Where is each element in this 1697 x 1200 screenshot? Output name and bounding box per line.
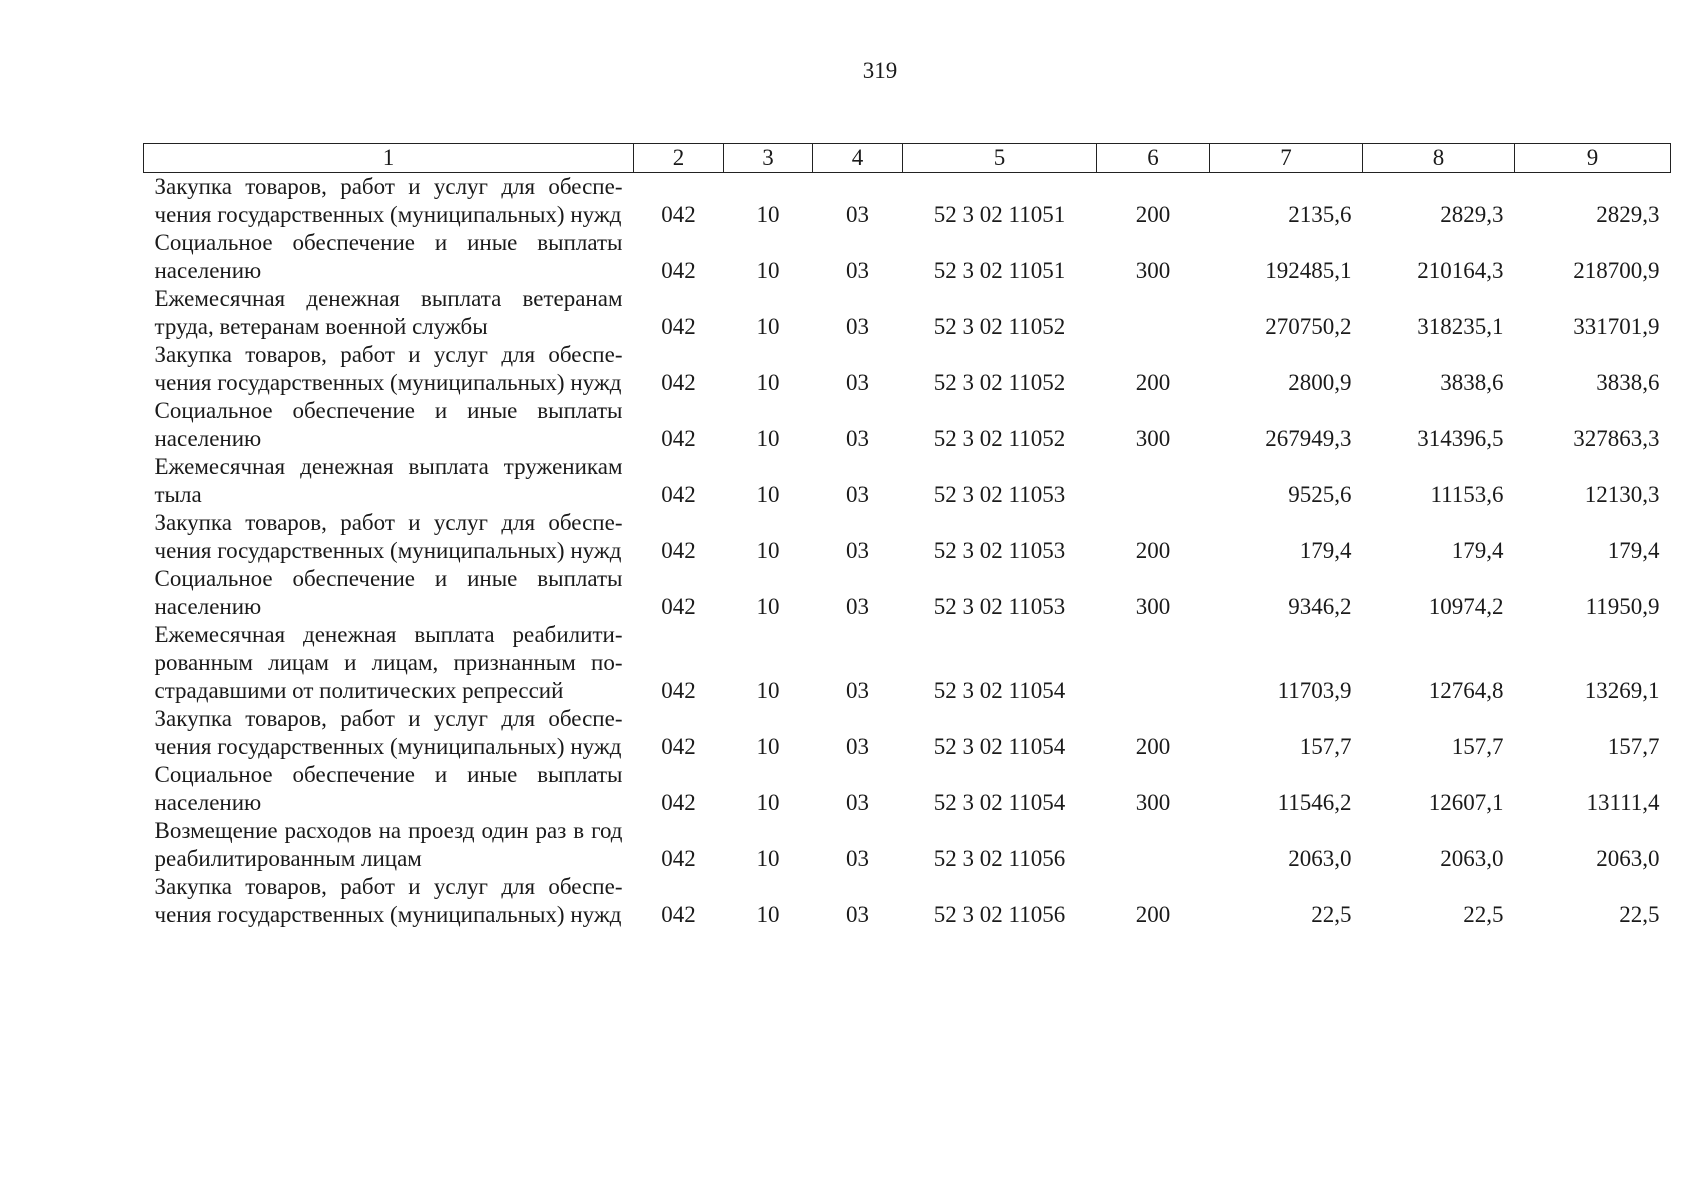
row-col-8: 179,4	[1451, 538, 1504, 563]
row-col-3: 10	[756, 678, 780, 703]
row-col-2: 042	[661, 790, 696, 815]
row-description: Социальное обеспечение и иные выплаты населению	[154, 230, 623, 283]
row-col-8: 318235,1	[1417, 314, 1504, 339]
row-col-5: 52 3 02 11051	[933, 202, 1066, 227]
row-col-2: 042	[661, 202, 696, 227]
column-header: 1	[144, 144, 634, 173]
row-col-4: 03	[846, 538, 869, 563]
row-description: Социальное обеспечение и иные выплаты населению	[154, 762, 623, 815]
budget-table	[143, 143, 1671, 929]
row-col-7: 2800,9	[1288, 370, 1352, 395]
row-col-8: 157,7	[1451, 734, 1504, 759]
row-col-7: 192485,1	[1265, 258, 1352, 283]
table-header	[144, 144, 1671, 173]
row-col-5: 52 3 02 11054	[933, 678, 1066, 703]
row-col-3: 10	[756, 538, 780, 563]
table-row	[144, 705, 1671, 761]
row-col-6: 200	[1135, 902, 1171, 927]
row-col-5: 52 3 02 11052	[933, 426, 1066, 451]
row-col-6: 200	[1135, 370, 1171, 395]
row-col-9: 2829,3	[1596, 202, 1660, 227]
row-col-6	[1097, 621, 1210, 705]
table-row	[144, 285, 1671, 341]
row-col-8: 314396,5	[1417, 426, 1504, 451]
row-description: Закупка товаров, работ и услуг для обеспечения государственных (муниципальных) нужд	[154, 510, 623, 563]
row-col-2: 042	[661, 538, 696, 563]
row-col-6: 200	[1135, 734, 1171, 759]
table-row	[144, 509, 1671, 565]
row-col-2: 042	[661, 258, 696, 283]
row-col-4: 03	[846, 846, 869, 871]
column-header: 3	[724, 144, 813, 173]
row-description: Ежемесячная денежная выплата реабилитированным лицам и лицам, признанным пострадавшими от политических репрессий	[154, 622, 623, 703]
row-col-9: 22,5	[1619, 902, 1660, 927]
header-row	[144, 144, 1671, 173]
row-col-4: 03	[846, 790, 869, 815]
row-col-7: 270750,2	[1265, 314, 1352, 339]
row-col-7: 267949,3	[1265, 426, 1352, 451]
row-col-4: 03	[846, 426, 869, 451]
row-col-9: 13111,4	[1586, 790, 1660, 815]
row-col-7: 179,4	[1299, 538, 1352, 563]
row-col-8: 2063,0	[1440, 846, 1504, 871]
column-header: 4	[813, 144, 903, 173]
table-row	[144, 817, 1671, 873]
row-col-7: 9346,2	[1288, 594, 1352, 619]
column-header: 6	[1097, 144, 1210, 173]
row-col-5: 52 3 02 11056	[933, 846, 1066, 871]
row-col-9: 2063,0	[1596, 846, 1660, 871]
table-row	[144, 173, 1671, 230]
table-row	[144, 341, 1671, 397]
table-body	[144, 173, 1671, 930]
row-col-5: 52 3 02 11053	[933, 482, 1066, 507]
row-col-5: 52 3 02 11054	[933, 790, 1066, 815]
row-col-8: 2829,3	[1440, 202, 1504, 227]
row-col-2: 042	[661, 426, 696, 451]
row-col-3: 10	[756, 370, 780, 395]
row-col-3: 10	[756, 202, 780, 227]
row-col-2: 042	[661, 594, 696, 619]
table-row	[144, 453, 1671, 509]
row-col-7: 157,7	[1299, 734, 1352, 759]
row-col-9: 11950,9	[1585, 594, 1660, 619]
row-col-9: 13269,1	[1584, 678, 1660, 703]
row-col-2: 042	[661, 846, 696, 871]
column-header: 7	[1210, 144, 1363, 173]
row-col-2: 042	[661, 902, 696, 927]
row-col-6: 200	[1135, 538, 1171, 563]
row-col-4: 03	[846, 678, 869, 703]
table-row	[144, 621, 1671, 705]
column-header: 2	[634, 144, 724, 173]
row-col-3: 10	[756, 482, 780, 507]
row-col-7: 9525,6	[1288, 482, 1352, 507]
row-description: Закупка товаров, работ и услуг для обеспечения государственных (муниципальных) нужд	[154, 706, 623, 759]
row-col-9: 331701,9	[1573, 314, 1660, 339]
row-col-4: 03	[846, 902, 869, 927]
row-col-4: 03	[846, 594, 869, 619]
row-col-3: 10	[756, 314, 780, 339]
row-col-9: 12130,3	[1584, 482, 1660, 507]
row-description: Закупка товаров, работ и услуг для обеспечения государственных (муниципальных) нужд	[154, 342, 623, 395]
row-col-5: 52 3 02 11053	[933, 538, 1066, 563]
row-col-4: 03	[846, 734, 869, 759]
row-col-5: 52 3 02 11054	[933, 734, 1066, 759]
row-col-3: 10	[756, 258, 780, 283]
row-col-8: 12607,1	[1428, 790, 1504, 815]
row-col-6: 300	[1135, 258, 1171, 283]
row-col-3: 10	[756, 790, 780, 815]
row-col-3: 10	[756, 426, 780, 451]
column-header: 5	[903, 144, 1097, 173]
row-col-5: 52 3 02 11052	[933, 314, 1066, 339]
table-row	[144, 397, 1671, 453]
row-col-5: 52 3 02 11052	[933, 370, 1066, 395]
row-col-9: 179,4	[1607, 538, 1660, 563]
row-col-2: 042	[661, 482, 696, 507]
row-col-8: 3838,6	[1440, 370, 1504, 395]
row-col-2: 042	[661, 678, 696, 703]
row-col-2: 042	[661, 370, 696, 395]
row-col-4: 03	[846, 314, 869, 339]
row-col-4: 03	[846, 202, 869, 227]
row-col-7: 2063,0	[1288, 846, 1352, 871]
page-number: 319	[862, 58, 898, 83]
table-row	[144, 761, 1671, 817]
row-description: Ежемесячная денежная выплата труженикам тыла	[154, 454, 623, 507]
column-header: 8	[1363, 144, 1515, 173]
row-col-6	[1097, 285, 1210, 341]
row-col-2: 042	[661, 314, 696, 339]
table-row	[144, 565, 1671, 621]
row-col-7: 2135,6	[1288, 202, 1352, 227]
table-row	[144, 873, 1671, 929]
row-col-5: 52 3 02 11056	[933, 902, 1066, 927]
row-col-7: 11546,2	[1277, 790, 1352, 815]
row-col-8: 22,5	[1463, 902, 1504, 927]
row-col-9: 218700,9	[1573, 258, 1660, 283]
row-description: Социальное обеспечение и иные выплаты населению	[154, 566, 623, 619]
row-col-4: 03	[846, 370, 869, 395]
row-col-9: 327863,3	[1573, 426, 1660, 451]
row-col-7: 11703,9	[1277, 678, 1352, 703]
row-col-6: 300	[1135, 790, 1171, 815]
row-col-7: 22,5	[1311, 902, 1352, 927]
column-header: 9	[1515, 144, 1671, 173]
row-description: Возмещение расходов на проезд один раз в год реабилитированным лицам	[154, 818, 623, 871]
table-row	[144, 229, 1671, 285]
row-col-5: 52 3 02 11053	[933, 594, 1066, 619]
row-col-9: 157,7	[1607, 734, 1660, 759]
row-col-3: 10	[756, 734, 780, 759]
row-col-8: 12764,8	[1428, 678, 1504, 703]
row-description: Закупка товаров, работ и услуг для обеспечения государственных (муниципальных) нужд	[154, 874, 623, 927]
row-col-3: 10	[756, 846, 780, 871]
row-description: Ежемесячная денежная выплата ветеранам труда, ветеранам военной службы	[154, 286, 623, 339]
row-col-4: 03	[846, 258, 869, 283]
row-col-9: 3838,6	[1596, 370, 1660, 395]
row-col-8: 210164,3	[1417, 258, 1504, 283]
row-description: Социальное обеспечение и иные выплаты населению	[154, 398, 623, 451]
row-col-6: 300	[1135, 426, 1171, 451]
row-col-6: 300	[1135, 594, 1171, 619]
row-col-6	[1097, 817, 1210, 873]
row-col-6	[1097, 453, 1210, 509]
row-col-6: 200	[1135, 202, 1171, 227]
row-description: Закупка товаров, работ и услуг для обеспечения государственных (муниципальных) нужд	[154, 174, 623, 227]
row-col-2: 042	[661, 734, 696, 759]
row-col-8: 10974,2	[1428, 594, 1504, 619]
row-col-5: 52 3 02 11051	[933, 258, 1066, 283]
row-col-3: 10	[756, 902, 780, 927]
row-col-8: 11153,6	[1430, 482, 1504, 507]
row-col-4: 03	[846, 482, 869, 507]
row-col-3: 10	[756, 594, 780, 619]
